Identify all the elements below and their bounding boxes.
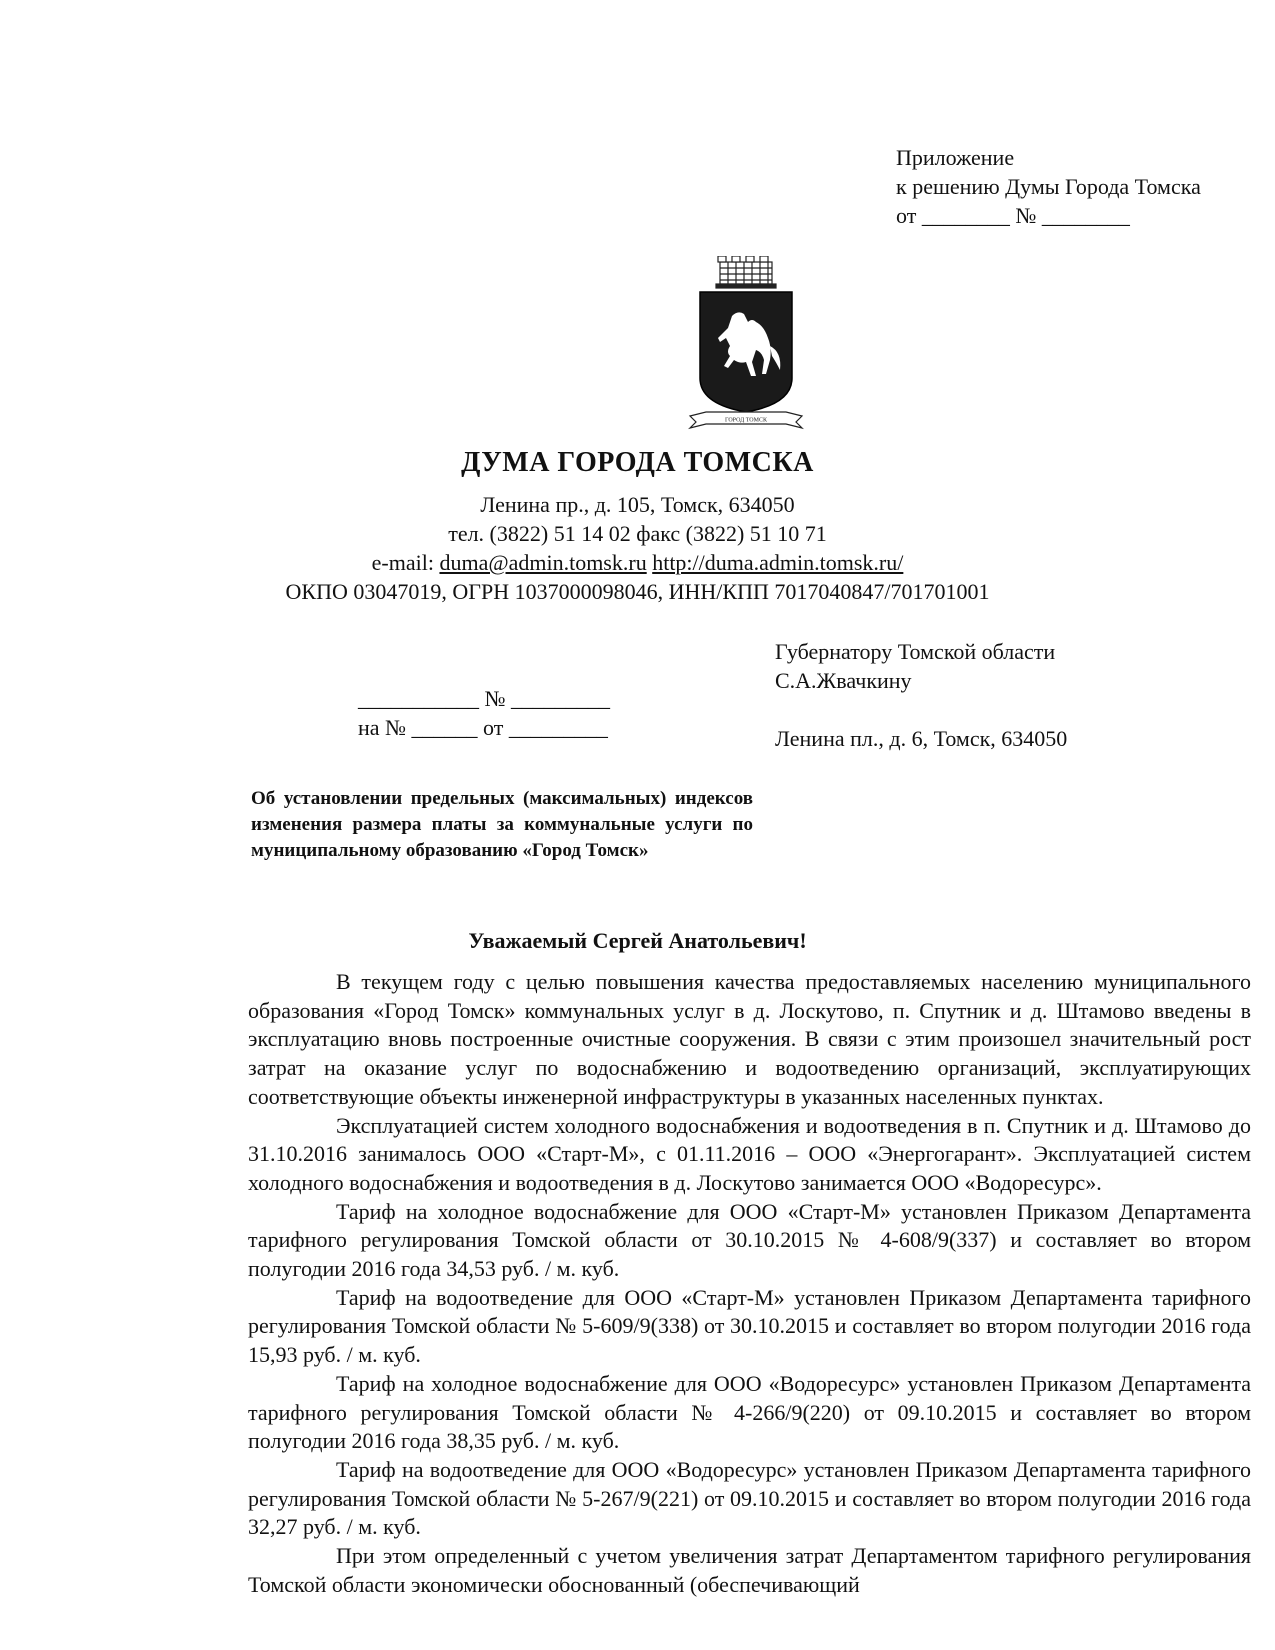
email-label: e-mail: (371, 550, 440, 575)
organization-phone: тел. (3822) 51 14 02 факс (3822) 51 10 71 (448, 521, 827, 546)
body-paragraph: Тариф на холодное водоснабжение для ООО «Старт-М» установлен Приказом Департамента тарифного регулирования Томской области от 30.10.2015 № 4-608/9(337) и составляет во втором полугодии 2016 года 34,53 руб. / м. куб. (248, 1198, 1251, 1282)
body-paragraph: Тариф на водоотведение для ООО «Водоресурс» установлен Приказом Департамента тарифного регулирования Томской области № 5-267/9(221) от 09.10.2015 и составляет во втором полугодии 2016 года 32,27 руб. / м. куб. (248, 1456, 1251, 1540)
organization-codes: ОКПО 03047019, ОГРН 1037000098046, ИНН/КПП 7017040847/701701001 (285, 579, 990, 604)
website-link[interactable]: http://duma.admin.tomsk.ru/ (652, 550, 904, 575)
incoming-reference-line: на № ______ от _________ (358, 715, 608, 740)
organization-email-line (0, 548, 1275, 577)
letter-subject: Об установлении предельных (максимальных) индексов изменения размера платы за коммунальные услуги по муниципальному образованию «Город Томск» (251, 788, 753, 861)
addressee-name: С.А.Жвачкину (775, 668, 912, 693)
email-link[interactable]: duma@admin.tomsk.ru (439, 550, 647, 575)
appendix-date-number: от ________ № ________ (896, 203, 1130, 228)
organization-title: ДУМА ГОРОДА ТОМСКА (461, 447, 814, 478)
body-paragraph: Эксплуатацией систем холодного водоснабжения и водоотведения в п. Спутник и д. Штамово до 31.10.2016 занималось ООО «Старт-М», с 01.11.2016 – ООО «Энергогарант». Эксплуатацией систем холодного водоснабжения и водоотведения в д. Лоскутово занимается ООО «Водоресурс». (248, 1112, 1251, 1195)
appendix-decision: к решению Думы Города Томска (896, 174, 1201, 199)
body-paragraph: При этом определенный с учетом увеличения затрат Департаментом тарифного регулирования Томской области экономически обоснованный (обеспечивающий (248, 1543, 1251, 1597)
appendix-title: Приложение (896, 145, 1015, 170)
outgoing-number-line: ___________ № _________ (358, 686, 610, 711)
organization-address: Ленина пр., д. 105, Томск, 634050 (480, 492, 795, 517)
letter-greeting: Уважаемый Сергей Анатольевич! (468, 928, 807, 953)
addressee-position: Губернатору Томской области (775, 639, 1056, 664)
letter-body (248, 968, 1251, 1599)
coat-of-arms-icon (686, 256, 806, 438)
body-paragraph: В текущем году с целью повышения качества предоставляемых населению муниципального образования «Город Томск» коммунальных услуг в д. Лоскутово, п. Спутник и д. Штамово введены в эксплуатацию вновь построенные очистные сооружения. В связи с этим произошел значительный рост затрат на оказание услуг по водоснабжению и водоотведению организаций, эксплуатирующих соответствующие объекты инженерной инфраструктуры в указанных населенных пунктах. (248, 969, 1251, 1109)
body-paragraph: Тариф на холодное водоснабжение для ООО «Водоресурс» установлен Приказом Департамента тарифного регулирования Томской области № 4-266/9(220) от 09.10.2015 и составляет во втором полугодии 2016 года 38,35 руб. / м. куб. (248, 1370, 1251, 1454)
appendix-block (896, 143, 1201, 230)
body-paragraph: Тариф на водоотведение для ООО «Старт-М» установлен Приказом Департамента тарифного регулирования Томской области № 5-609/9(338) от 30.10.2015 и составляет во втором полугодии 2016 года 15,93 руб. / м. куб. (248, 1284, 1251, 1368)
organization-contacts (0, 490, 1275, 606)
addressee-block (775, 637, 1067, 753)
addressee-address: Ленина пл., д. 6, Томск, 634050 (775, 726, 1068, 751)
emblem-ribbon-text: ГОРОД ТОМСК (725, 417, 767, 424)
outgoing-number-block (358, 684, 610, 742)
